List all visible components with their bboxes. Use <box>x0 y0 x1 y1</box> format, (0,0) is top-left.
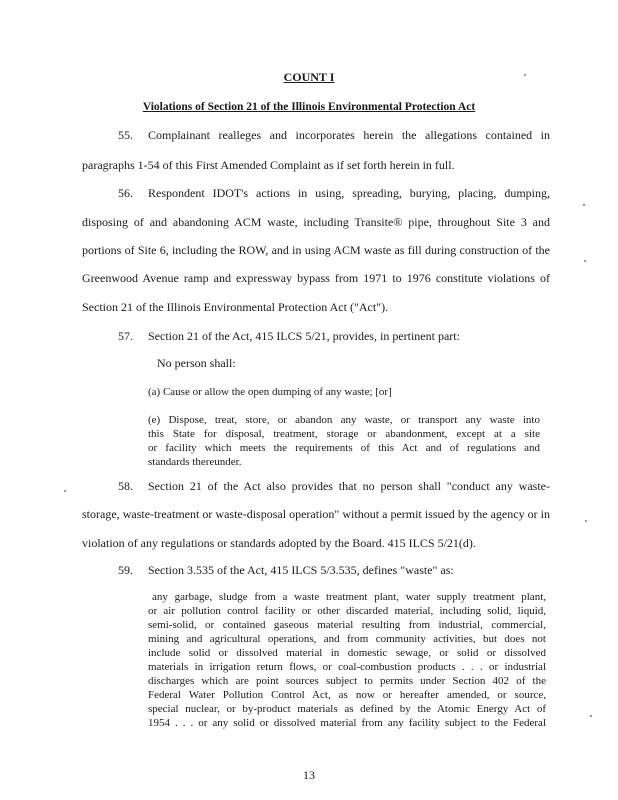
paragraph-number-57: 57. <box>118 329 133 343</box>
scan-speck <box>524 74 526 76</box>
quote-no-person-shall: No person shall: <box>157 356 236 370</box>
quote-item-e-line-2: this State for disposal, treatment, storage or abandonment, except at a site <box>148 428 540 440</box>
scan-speck <box>584 260 586 262</box>
paragraph-number-59: 59. <box>118 563 133 577</box>
waste-definition-line-1: any garbage, sludge from a waste treatment plant, water supply treatment plant, <box>152 591 546 603</box>
quote-item-e-line-3: or facility which meets the requirements of this Act and of regulations and <box>148 442 540 454</box>
quote-item-a: (a) Cause or allow the open dumping of any waste; [or] <box>148 386 392 398</box>
waste-definition-line-4: mining and agricultural operations, and from community activities, but does not <box>148 633 546 645</box>
paragraph-57-line: Section 21 of the Act, 415 ILCS 5/21, provides, in pertinent part: <box>148 329 460 343</box>
count-subheading: Violations of Section 21 of the Illinois Environmental Protection Act <box>142 101 476 113</box>
waste-definition-line-9: special nuclear, or by-product materials as defined by the Atomic Energy Act of <box>148 703 546 715</box>
page-number: 13 <box>303 768 315 782</box>
paragraph-number-56: 56. <box>118 186 133 200</box>
paragraph-56-line-2: disposing of and abandoning ACM waste, including Transite® pipe, throughout Site 3 and <box>82 215 550 229</box>
paragraph-number-58: 58. <box>118 479 133 493</box>
waste-definition-line-6: materials in irrigation return flows, or coal-combustion products . . . or industrial <box>148 661 546 673</box>
waste-definition-line-7: discharges which are point sources subject to permits under Section 402 of the <box>148 675 546 687</box>
quote-item-e-line-4: standards thereunder. <box>148 456 242 468</box>
scan-speck <box>583 204 585 206</box>
scan-speck <box>585 520 587 522</box>
scan-speck <box>64 490 66 492</box>
waste-definition-line-3: semi-solid, or contained gaseous material resulting from industrial, commercial, <box>148 619 546 631</box>
paragraph-56-line-3: portions of Site 6, including the ROW, and in using ACM waste as fill during construction of the <box>82 243 550 257</box>
paragraph-55-line-2: paragraphs 1-54 of this First Amended Complaint as if set forth herein in full. <box>82 158 455 172</box>
waste-definition-line-2: or air pollution control facility or other discarded material, including solid, liquid, <box>148 605 546 617</box>
scan-speck <box>590 715 592 717</box>
paragraph-58-line-3: violation of any regulations or standards adopted by the Board. 415 ILCS 5/21(d). <box>82 536 476 550</box>
paragraph-56-line-4: Greenwood Avenue ramp and expressway bypass from 1971 to 1976 constitute violations of <box>82 271 550 285</box>
paragraph-58-line-1: Section 21 of the Act also provides that no person shall "conduct any waste- <box>148 479 550 493</box>
paragraph-number-55: 55. <box>118 128 133 142</box>
paragraph-56-line-1: Respondent IDOT's actions in using, spreading, burying, placing, dumping, <box>148 186 550 200</box>
waste-definition-line-10: 1954 . . . or any solid or dissolved material from any facility subject to the Federal <box>148 717 546 729</box>
quote-item-e-line-1: (e) Dispose, treat, store, or abandon any waste, or transport any waste into <box>148 414 540 426</box>
waste-definition-line-8: Federal Water Pollution Control Act, as now or hereafter amended, or source, <box>148 689 546 701</box>
paragraph-58-line-2: storage, waste-treatment or waste-disposal operation" without a permit issued by the agency or in <box>82 507 550 521</box>
count-heading: COUNT I <box>283 70 335 84</box>
paragraph-59-line: Section 3.535 of the Act, 415 ILCS 5/3.535, defines "waste" as: <box>148 563 454 577</box>
paragraph-55-line-1: Complainant realleges and incorporates herein the allegations contained in <box>148 128 550 142</box>
paragraph-56-line-5: Section 21 of the Illinois Environmental Protection Act ("Act"). <box>82 300 389 314</box>
waste-definition-line-5: include solid or dissolved material in domestic sewage, or solid or dissolved <box>148 647 546 659</box>
